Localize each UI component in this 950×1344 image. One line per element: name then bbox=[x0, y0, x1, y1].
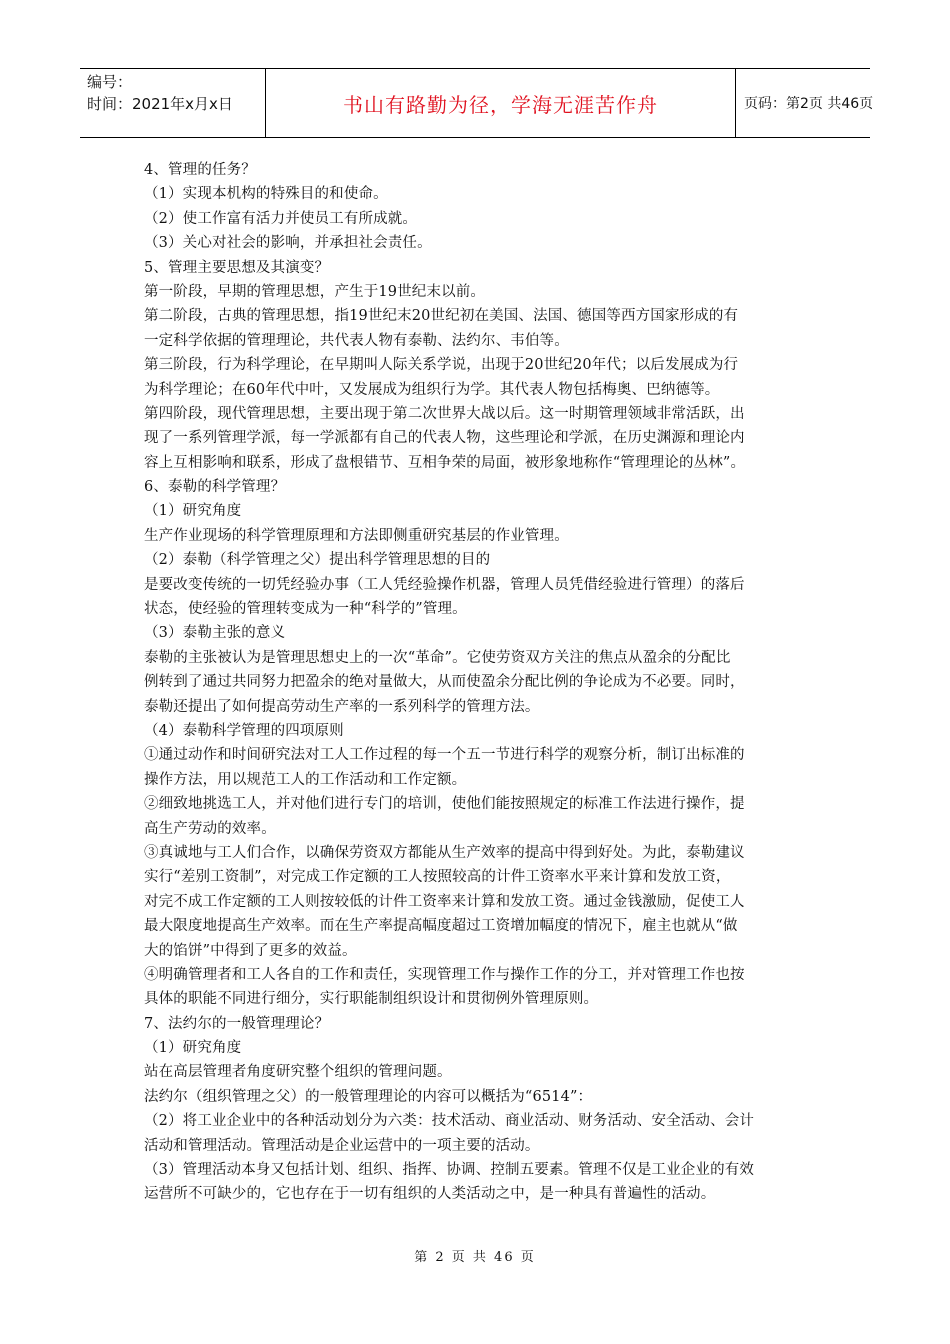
header-page-cell bbox=[736, 69, 874, 137]
text-line: 第四阶段，现代管理思想，主要出现于第二次世界大战以后。这一时期管理领域非常活跃，出 bbox=[144, 405, 745, 422]
text-line: 站在高层管理者角度研究整个组织的管理问题。 bbox=[144, 1064, 452, 1081]
text-line: （1）实现本机构的特殊目的和使命。 bbox=[144, 186, 388, 203]
text-line: 生产作业现场的科学管理原理和方法即侧重研究基层的作业管理。 bbox=[144, 527, 569, 544]
document-date: 时间：2021年x月x日 bbox=[87, 95, 233, 113]
page-footer: 第 2 页 共 46 页 bbox=[414, 1250, 536, 1265]
text-line: 实行“差别工资制”，对完成工作定额的工人按照较高的计件工资率水平来计算和发放工资， bbox=[144, 869, 731, 886]
text-line: （2）使工作富有活力并使员工有所成就。 bbox=[144, 210, 418, 227]
text-line: （1）研究角度 bbox=[144, 503, 242, 520]
text-line: 大的馅饼”中得到了更多的效益。 bbox=[144, 942, 357, 959]
text-line: 运营所不可缺少的，它也存在于一切有组织的人类活动之中，是一种具有普遍性的活动。 bbox=[144, 1186, 716, 1203]
text-line: ④明确管理者和工人各自的工作和责任，实现管理工作与操作工作的分工，并对管理工作也按 bbox=[144, 966, 745, 983]
text-line: 第三阶段，行为科学理论，在早期叫人际关系学说，出现于20世纪20年代；以后发展成为行 bbox=[144, 357, 739, 374]
text-line: 状态，使经验的管理转变成为一种“科学的”管理。 bbox=[144, 601, 467, 618]
text-line: 是要改变传统的一切凭经验办事（工人凭经验操作机器，管理人员凭借经验进行管理）的落后 bbox=[144, 576, 745, 593]
header-motto-cell bbox=[266, 69, 736, 137]
page-code: 页码：第2页 共46页 bbox=[744, 96, 874, 112]
text-line: 第一阶段，早期的管理思想，产生于19世纪末以前。 bbox=[144, 283, 486, 300]
text-line: 具体的职能不同进行细分，实行职能制组织设计和贯彻例外管理原则。 bbox=[144, 991, 599, 1008]
document-body bbox=[144, 158, 809, 1207]
document-number: 编号： bbox=[87, 73, 133, 91]
text-line: 容上互相影响和联系，形成了盘根错节、互相争荣的局面，被形象地称作“管理理论的丛林”。 bbox=[144, 454, 746, 471]
text-line: 7、法约尔的一般管理理论？ bbox=[144, 1015, 330, 1032]
text-line: （2）泰勒（科学管理之父）提出科学管理思想的目的 bbox=[144, 552, 491, 569]
text-line: 现了一系列管理学派，每一学派都有自己的代表人物，这些理论和学派，在历史渊源和理论内 bbox=[144, 430, 745, 447]
text-line: 例转到了通过共同努力把盈余的绝对量做大，从而使盈余分配比例的争论成为不必要。同时， bbox=[144, 674, 745, 691]
text-line: 6、泰勒的科学管理？ bbox=[144, 479, 286, 496]
text-line: ③真诚地与工人们合作，以确保劳资双方都能从生产效率的提高中得到好处。为此，泰勒建议 bbox=[144, 844, 745, 861]
text-line: （4）泰勒科学管理的四项原则 bbox=[144, 722, 344, 739]
text-line: 第二阶段，古典的管理思想，指19世纪末20世纪初在美国、法国、德国等西方国家形成的有 bbox=[144, 308, 739, 325]
text-line: 泰勒还提出了如何提高劳动生产率的一系列科学的管理方法。 bbox=[144, 698, 540, 715]
text-line: 法约尔（组织管理之父）的一般管理理论的内容可以概括为“6514”： bbox=[144, 1088, 593, 1105]
text-line: （3）管理活动本身又包括计划、组织、指挥、协调、控制五要素。管理不仅是工业企业的有效 bbox=[144, 1162, 755, 1179]
text-line: 一定科学依据的管理理论，共代表人物有泰勒、法约尔、韦伯等。 bbox=[144, 332, 569, 349]
text-line: 为科学理论；在60年代中叶，又发展成为组织行为学。其代表人物包括梅奥、巴纳德等。 bbox=[144, 381, 720, 398]
header-info-cell bbox=[80, 69, 266, 137]
text-line: 泰勒的主张被认为是管理思想史上的一次“革命”。它使劳资双方关注的焦点从盈余的分配比 bbox=[144, 649, 731, 666]
text-line: 最大限度地提高生产效率。而在生产率提高幅度超过工资增加幅度的情况下，雇主也就从“做 bbox=[144, 918, 738, 935]
text-line: 5、管理主要思想及其演变？ bbox=[144, 259, 330, 276]
text-line: ②细致地挑选工人，并对他们进行专门的培训，使他们能按照规定的标准工作法进行操作，提 bbox=[144, 796, 745, 813]
motto-text: 书山有路勤为径，学海无涯苦作舟 bbox=[343, 92, 658, 117]
text-line: 4、管理的任务？ bbox=[144, 162, 256, 178]
page-header bbox=[80, 68, 874, 138]
text-line: （3）关心对社会的影响，并承担社会责任。 bbox=[144, 235, 432, 252]
text-line: （2）将工业企业中的各种活动划分为六类：技术活动、商业活动、财务活动、安全活动、会计 bbox=[144, 1113, 755, 1130]
text-line: 操作方法，用以规范工人的工作活动和工作定额。 bbox=[144, 771, 467, 788]
text-line: （1）研究角度 bbox=[144, 1040, 242, 1057]
text-line: 对完不成工作定额的工人则按较低的计件工资率来计算和发放工资。通过金钱激励，促使工人 bbox=[144, 893, 745, 910]
text-line: 活动和管理活动。管理活动是企业运营中的一项主要的活动。 bbox=[144, 1137, 540, 1154]
text-line: 高生产劳动的效率。 bbox=[144, 820, 276, 837]
text-line: ①通过动作和时间研究法对工人工作过程的每一个五一节进行科学的观察分析，制订出标准的 bbox=[144, 747, 745, 764]
text-line: （3）泰勒主张的意义 bbox=[144, 625, 286, 642]
